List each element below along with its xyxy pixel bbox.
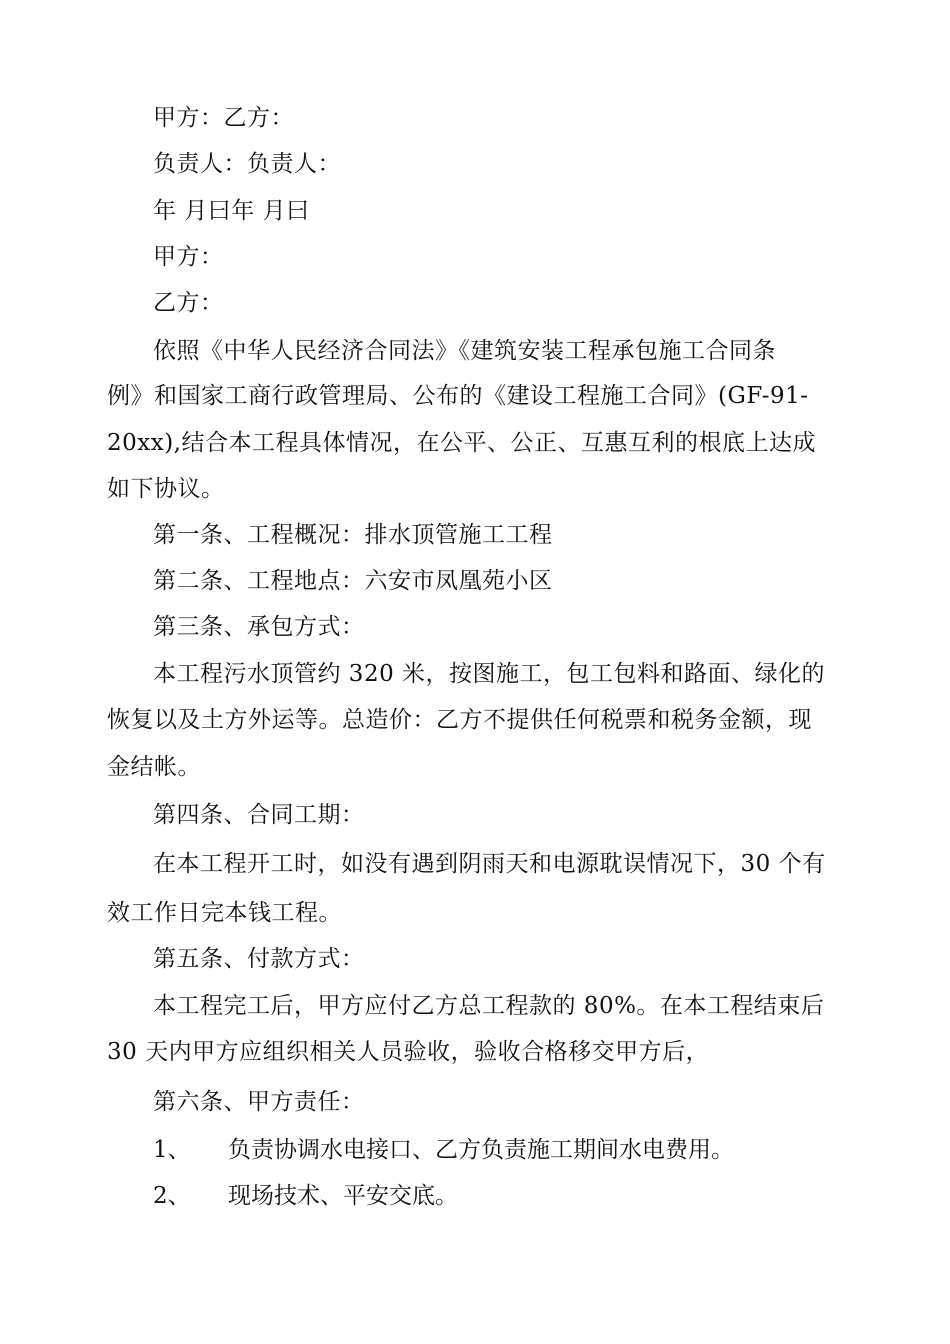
party-a-line: 甲方： — [153, 244, 224, 270]
article-3-text: 本工程污水顶管约 320 米，按图施工，包工包料和路面、绿化的 — [153, 661, 826, 687]
intro-line: 如下协议。 — [107, 476, 225, 502]
article-2: 第二条、工程地点：六安市凤凰苑小区 — [153, 568, 553, 594]
article-4-text: 在本工程开工时，如没有遇到阴雨天和电源耽误情况下，30 个有 — [153, 851, 826, 877]
article-4-text: 效工作日完本钱工程。 — [107, 900, 342, 926]
list-item-text: 现场技术、平安交底。 — [228, 1183, 458, 1209]
article-5-title: 第五条、付款方式： — [153, 946, 365, 972]
list-item-number: 1、 — [153, 1137, 191, 1163]
responsible-line: 负责人：负责人： — [153, 151, 341, 177]
intro-line: 依照《中华人民经济合同法》《建筑安装工程承包施工合同条 — [153, 338, 776, 364]
article-3-title: 第三条、承包方式： — [153, 614, 365, 640]
article-6-title: 第六条、甲方责任： — [153, 1089, 365, 1115]
party-b-line: 乙方： — [153, 290, 224, 316]
article-5-text: 本工程完工后，甲方应付乙方总工程款的 80%。在本工程结束后 — [153, 993, 825, 1019]
list-item-number: 2、 — [153, 1183, 191, 1209]
article-5-text: 30 天内甲方应组织相关人员验收，验收合格移交甲方后， — [107, 1039, 710, 1065]
list-item-text: 负责协调水电接口、乙方负责施工期间水电费用。 — [228, 1137, 734, 1163]
intro-line: 20xx),结合本工程具体情况，在公平、公正、互惠互利的根底上达成 — [107, 430, 816, 456]
intro-line: 例》和国家工商行政管理局、公布的《建设工程施工合同》(GF-91- — [107, 383, 809, 409]
article-3-text: 金结帐。 — [107, 754, 201, 780]
article-1: 第一条、工程概况：排水顶管施工工程 — [153, 522, 553, 548]
article-3-text: 恢复以及土方外运等。总造价：乙方不提供任何税票和税务金额，现 — [107, 707, 812, 733]
parties-line: 甲方：乙方： — [153, 105, 294, 131]
date-line: 年 月曰年 月曰 — [153, 198, 310, 224]
article-4-title: 第四条、合同工期： — [153, 802, 365, 828]
